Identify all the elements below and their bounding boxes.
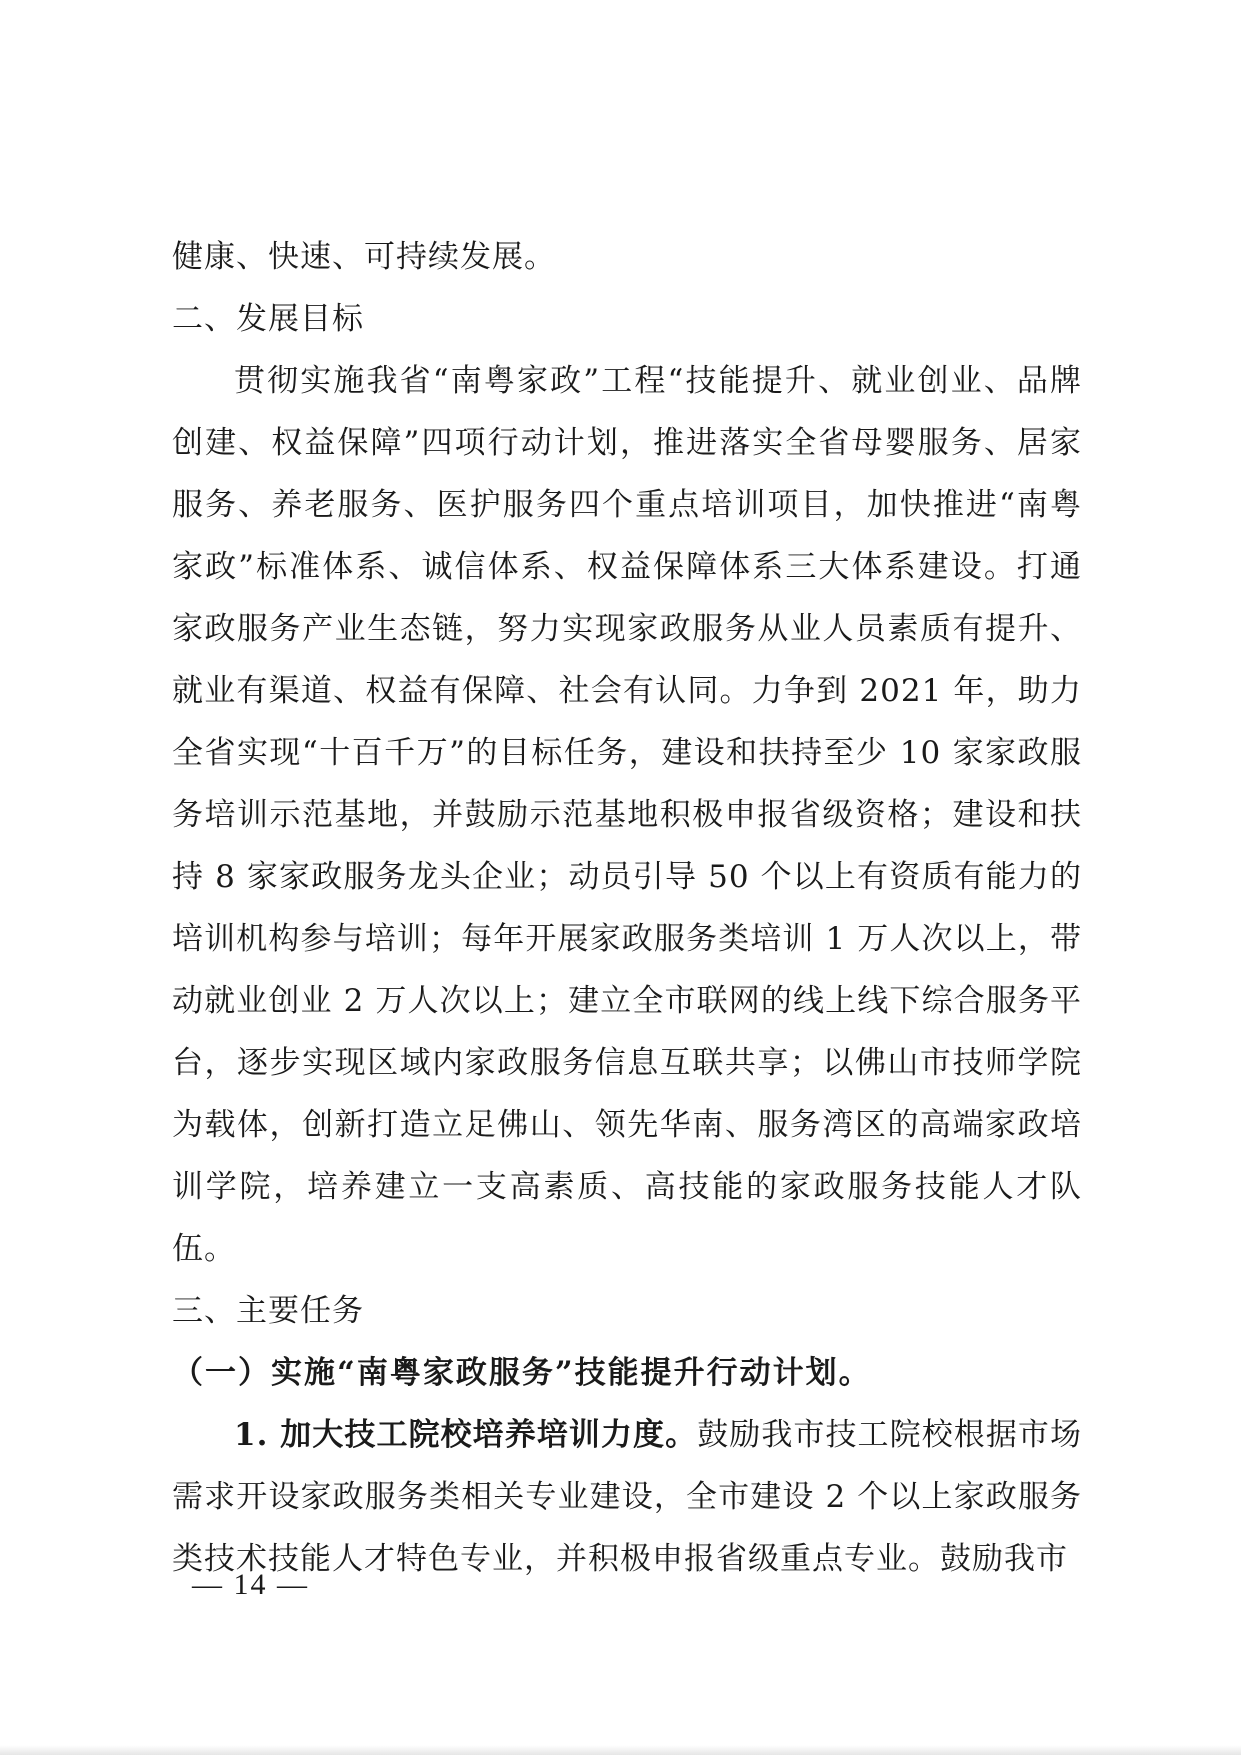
section-heading-development-goals: 二、发展目标	[172, 301, 364, 337]
subsection-heading-skill-upgrade: （一）实施“南粤家政服务”技能提升行动计划。	[172, 1355, 872, 1391]
continuation-paragraph: 健康、快速、可持续发展。	[172, 239, 556, 275]
task-item-1-text: 鼓励我市技工院校根据市场需求开设家政服务类相关专业建设，全市建设 2 个以上家政服务类技术技能人才特色专业，并积极申报省级重点专业。鼓励我市	[172, 1417, 1082, 1577]
task-item-1-title: 1. 加大技工院校培养培训力度。	[234, 1417, 698, 1453]
document-body	[172, 226, 1082, 1590]
scan-edge-shadow	[0, 1745, 1241, 1755]
page-number: — 14 —	[192, 1568, 309, 1601]
development-goals-paragraph: 贯彻实施我省“南粤家政”工程“技能提升、就业创业、品牌创建、权益保障”四项行动计划，推进落实全省母婴服务、居家服务、养老服务、医护服务四个重点培训项目，加快推进“南粤家政”标准体系、诚信体系、权益保障体系三大体系建设。打通家政服务产业生态链，努力实现家政服务从业人员素质有提升、就业有渠道、权益有保障、社会有认同。力争到 2021 年，助力全省实现“十百千万”的目标任务，建设和扶持至少 10 家家政服务培训示范基地，并鼓励示范基地积极申报省级资格；建设和扶持 8 家家政服务龙头企业；动员引导 50 个以上有资质有能力的培训机构参与培训；每年开展家政服务类培训 1 万人次以上，带动就业创业 2 万人次以上；建立全市联网的线上线下综合服务平台，逐步实现区域内家政服务信息互联共享；以佛山市技师学院为载体，创新打造立足佛山、领先华南、服务湾区的高端家政培训学院，培养建立一支高素质、高技能的家政服务技能人才队伍。	[172, 363, 1082, 1267]
section-heading-main-tasks: 三、主要任务	[172, 1293, 364, 1329]
task-item-1-paragraph	[172, 1404, 1082, 1590]
